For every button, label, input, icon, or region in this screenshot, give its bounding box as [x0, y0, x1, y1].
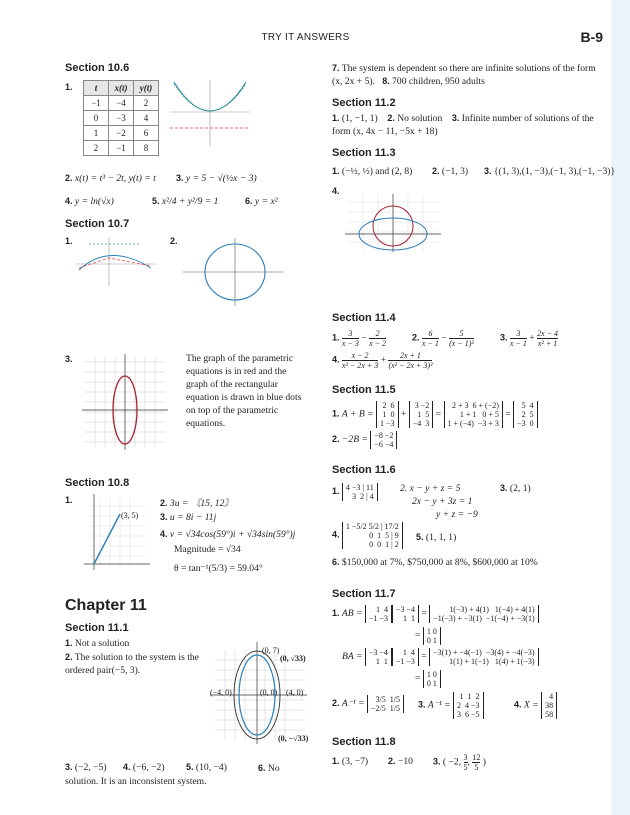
table-cell: 1 [84, 126, 109, 141]
answer: (−6, −2) [132, 762, 165, 773]
table-cell: −4 [109, 96, 134, 111]
point-label: (0, 7) [262, 646, 280, 655]
angle: θ = tan⁻¹(5/3) = 59.04° [174, 563, 263, 574]
answer: (1, 1, 1) [425, 532, 457, 543]
table-cell: 6 [134, 126, 159, 141]
point-label: (3, 5) [121, 511, 139, 520]
answer: The system is dependent so there are infinite solutions of the form (x, 2x + 5). [332, 63, 596, 87]
table-cell: 2 [134, 96, 159, 111]
answer: No solution. It is an inconsistent system. [65, 763, 280, 787]
matrix-label: AB = [341, 608, 363, 620]
item-number: 3. [65, 354, 73, 364]
item-number: 1. [65, 82, 73, 92]
answer: (−2, −5) [74, 762, 107, 773]
magnitude: Magnitude = √34 [174, 544, 241, 555]
equation: 2x − y + 3z = 1 [412, 496, 473, 507]
answer: (−1, 3) [441, 166, 469, 177]
answer: (10, −4) [195, 762, 227, 773]
page-number: B-9 [580, 29, 603, 45]
matrix-label: A⁻¹ = [341, 698, 365, 710]
answer: (3, −7) [341, 756, 369, 767]
answer: Infinite number of solutions of the form (x, 4x − 11, −5x + 18) [332, 113, 594, 137]
answer: The solution to the system is the ordered pair(−5, 3). [65, 652, 199, 676]
point-label: (0, −√33) [278, 734, 309, 743]
section-title: Section 11.4 [332, 312, 396, 324]
item-number: 1. [65, 495, 73, 505]
answer: (1, −1, 1) [341, 113, 378, 124]
answer: 700 children, 950 adults [392, 76, 485, 87]
table-cell: 0 [84, 111, 109, 126]
table-cell: −2 [109, 126, 134, 141]
grid-ellipse-graph [80, 352, 170, 452]
point-label: (0, 0) [260, 688, 278, 697]
value-table [83, 80, 159, 156]
point-label: (0, √33) [280, 654, 306, 663]
table-cell: −3 [109, 111, 134, 126]
answer: v = √34cos(59°)i + √34sin(59°)j [169, 529, 296, 540]
section-title: Section 10.8 [65, 477, 130, 489]
chapter-title: Chapter 11 [65, 597, 147, 614]
page-edge-strip [611, 0, 630, 815]
answer: x(t) = t³ − 2t, y(t) = t [74, 173, 156, 184]
matrix-label: −2B = [341, 434, 368, 446]
table-cell: 4 [134, 111, 159, 126]
answer: No solution [397, 113, 443, 124]
table-header: x(t) [109, 81, 134, 96]
section-title: Section 10.7 [65, 218, 130, 230]
paragraph: The graph of the parametric equations is in red and the graph of the rectangular equation is drawn in blue dots on top of the parametric equations. [186, 353, 302, 429]
circle-intersection-graph [343, 192, 443, 254]
answer: 3u = 〘15, 12〙 [169, 498, 234, 509]
section-title: Section 10.6 [65, 62, 130, 74]
answer: $150,000 at 7%, $750,000 at 8%, $600,000 at 10% [341, 557, 538, 568]
table-cell: −1 [109, 141, 134, 156]
answer: (−½, ½) and (2, 8) [341, 166, 413, 177]
table-cell: 8 [134, 141, 159, 156]
vector-graph [82, 492, 152, 572]
section-title: Section 11.6 [332, 464, 396, 476]
section-title: Section 11.3 [332, 147, 396, 159]
answer: Not a solution [74, 638, 130, 649]
point-label: (−4, 0) [210, 688, 232, 697]
item-number: 1. [65, 236, 73, 246]
section-title: Section 11.2 [332, 97, 396, 109]
matrix-label: BA = [342, 651, 363, 663]
answer: −10 [397, 756, 413, 767]
table-header: y(t) [134, 81, 159, 96]
item-number: 2. [170, 236, 178, 246]
answer: u = 8i − 11j [169, 512, 217, 523]
matrix-label: X = [523, 699, 539, 711]
parabola-graph [170, 78, 250, 148]
section-title: Section 11.5 [332, 384, 396, 396]
ellipse-graph [183, 236, 283, 306]
table-cell: 2 [84, 141, 109, 156]
table-header: t [84, 81, 109, 96]
matrix-label: A + B = [341, 408, 374, 420]
section-title: Section 11.7 [332, 588, 396, 600]
answer: (2, 1) [509, 483, 531, 494]
table-cell: −1 [84, 96, 109, 111]
answer: y = x² [254, 196, 278, 207]
matrix-label: A⁻¹ = [427, 699, 451, 711]
section-title: Section 11.8 [332, 736, 396, 748]
point-label: (4, 0) [286, 688, 304, 697]
item-number: 4. [332, 186, 340, 196]
equation: y + z = −9 [436, 509, 478, 520]
answer: y = ln(√x) [74, 196, 114, 207]
answer: {(1, 3),(1, −3),(−1, 3),(−1, −3)} [493, 166, 616, 177]
header-title: TRY IT ANSWERS [261, 32, 350, 43]
answer: y = 5 − √(½x − 3) [185, 173, 257, 184]
answer: x²/4 + y²/9 = 1 [161, 196, 219, 207]
parametric-graph [75, 238, 155, 286]
equation: 2. x − y + z = 5 [400, 483, 461, 494]
section-title: Section 11.1 [65, 622, 129, 634]
